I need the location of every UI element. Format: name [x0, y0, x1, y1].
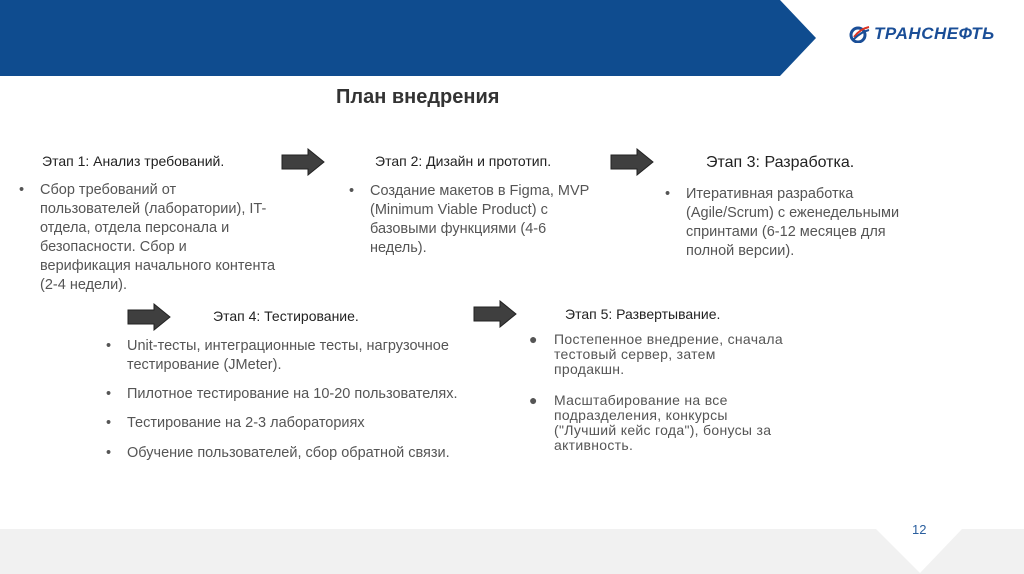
- bullet-item: • Тестирование на 2-3 лабораториях: [106, 415, 365, 431]
- stage-2-title: Этап 2: Дизайн и прототип.: [375, 153, 552, 169]
- stage-1-title: Этап 1: Анализ требований.: [42, 153, 225, 169]
- bullet-item: • Сбор требований от пользователей (лаборатории), IT-отдела, отдела персонала и безопасности. Сбор и верификация начального контента (2-4 недели).: [19, 182, 276, 293]
- logo-emblem-icon: [848, 25, 870, 43]
- bullet-item: • Пилотное тестирование на 10-20 пользователях.: [106, 386, 458, 402]
- logo-text: ТРАНСНЕФТЬ: [874, 24, 995, 43]
- arrow-right-icon: [127, 303, 171, 331]
- arrow-right-icon: [473, 300, 517, 328]
- bullet-item: • Unit-тесты, интеграционные тесты, нагрузочное тестирование (JMeter).: [106, 338, 449, 373]
- company-logo: [848, 24, 995, 44]
- bullet-item: • Итеративная разработка (Agile/Scrum) с еженедельными спринтами (6-12 месяцев для полной версии).: [665, 186, 900, 259]
- stage-4-title: Этап 4: Тестирование.: [213, 308, 359, 324]
- stage-3-title: Этап 3: Разработка.: [706, 154, 855, 171]
- bullet-item: • Создание макетов в Figma, MVP (Minimum Viable Product) с базовыми функциями (4-6 недель).: [349, 183, 590, 256]
- stage-2-bullets: [349, 182, 605, 258]
- stage-5-title: Этап 5: Развертывание.: [565, 306, 721, 322]
- arrow-right-icon: [610, 148, 654, 176]
- page-title: План внедрения: [336, 86, 500, 108]
- page-number: 12: [912, 522, 927, 537]
- stage-3-bullets: [665, 185, 926, 261]
- arrow-right-icon: [281, 148, 325, 176]
- stage-4-bullets: [106, 337, 497, 463]
- bullet-item: ● Постепенное внедрение, сначала тестовый сервер, затем продакшн.: [529, 331, 783, 377]
- stage-5-bullets: [529, 331, 784, 453]
- footer-bar: [0, 529, 1024, 574]
- bullet-item: • Обучение пользователей, сбор обратной связи.: [106, 445, 450, 461]
- stage-1-bullets: [19, 181, 280, 295]
- bullet-item: ● Масштабирование на все подразделения, конкурсы ("Лучший кейс года"), бонусы за активность.: [529, 392, 772, 453]
